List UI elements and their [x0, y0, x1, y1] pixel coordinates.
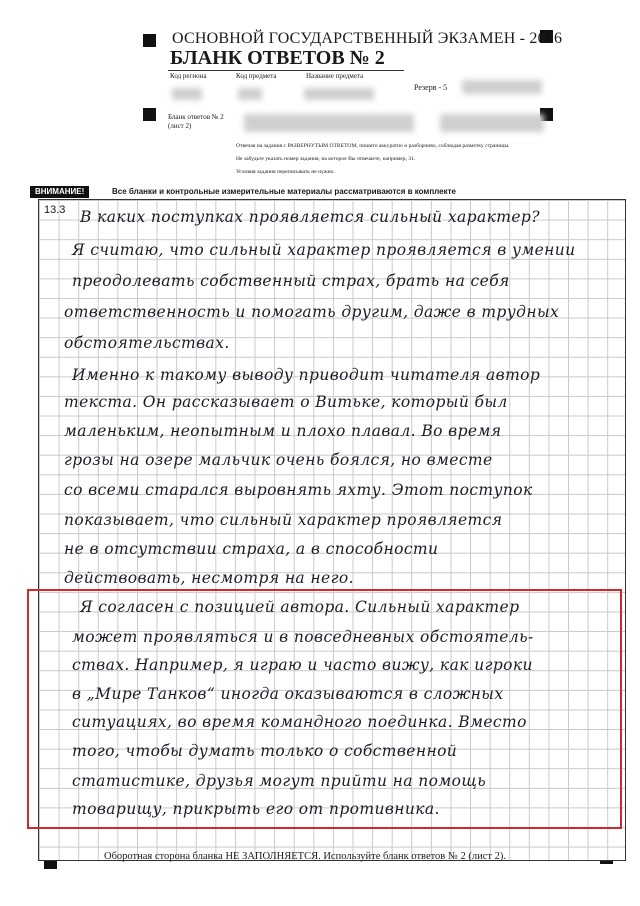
answer-line: преодолевать собственный страх, брать на себя — [72, 272, 510, 290]
task-number: 13.3 — [44, 204, 66, 216]
reserve-label: Резерв - 5 — [414, 83, 448, 92]
answer-line: того, чтобы думать только о собственной — [72, 742, 458, 760]
blurred-subject-code — [238, 88, 262, 100]
answer-line: не в отсутствии страха, а в способности — [64, 540, 439, 558]
answer-line: может проявляться и в повседневных обстоятель- — [72, 628, 534, 646]
answer-line: В каких поступках проявляется сильный характер? — [80, 208, 540, 226]
answer-line: Я согласен с позицией автора. Сильный характер — [80, 598, 520, 616]
subject-name-label: Название предмета — [306, 72, 364, 80]
warning-badge: ВНИМАНИЕ! — [30, 186, 89, 198]
answer-line: маленьким, неопытным и плохо плавал. Во время — [64, 422, 502, 440]
exam-title: ОСНОВНОЙ ГОСУДАРСТВЕННЫЙ ЭКЗАМЕН - 2026 — [172, 30, 563, 47]
warning-bar — [30, 186, 628, 198]
blurred-reserve-code — [462, 80, 542, 94]
registration-marker-top-left — [143, 34, 156, 47]
registration-marker-mid-left — [143, 108, 156, 121]
blurred-barcode-left — [244, 114, 414, 132]
instruction-line-1: Отвечая на задания с РАЗВЕРНУТЫМ ОТВЕТОМ, пишите аккуратно и разборчиво, соблюдая разметку страницы. — [236, 143, 510, 149]
answer-line: ствах. Например, я играю и часто вижу, как игроки — [72, 656, 533, 674]
instruction-line-2: Не забудьте указать номер задания, на которое Вы отвечаете, например, 31. — [236, 156, 416, 162]
highlight-box — [27, 589, 622, 829]
answer-line: со всеми старался выровнять яхту. Этот поступок — [64, 481, 533, 499]
region-code-label: Код региона — [170, 72, 207, 80]
header-divider — [168, 70, 404, 71]
answer-line: обстоятельствах. — [64, 334, 230, 352]
instruction-line-3: Условия задания переписывать не нужно. — [236, 169, 335, 175]
answer-line: грозы на озере мальчик очень боялся, но вместе — [64, 451, 493, 469]
answer-line: текста. Он рассказывает о Витьке, который был — [64, 393, 508, 411]
subject-code-label: Код предмета — [236, 72, 277, 80]
footer-note: Оборотная сторона бланка НЕ ЗАПОЛНЯЕТСЯ. Используйте бланк ответов № 2 (лист 2). — [104, 851, 507, 862]
answer-line: статистике, друзья могут прийти на помощь — [72, 772, 487, 790]
answer-line: Именно к такому выводу приводит читателя автор — [72, 366, 541, 384]
warning-text: Все бланки и контрольные измерительные материалы рассматриваются в комплекте — [112, 187, 456, 196]
sheet-label: Бланк ответов № 2 (лист 2) — [168, 113, 224, 130]
blurred-region-code — [172, 88, 202, 100]
answer-line: Я считаю, что сильный характер проявляется в умении — [72, 241, 576, 259]
answer-line: ситуациях, во время командного поединка. Вместо — [72, 713, 527, 731]
blurred-barcode-right — [440, 114, 544, 132]
answer-line: ответственность и помогать другим, даже в трудных — [64, 303, 560, 321]
answer-line: в „Мире Танков“ иногда оказываются в сложных — [72, 685, 504, 703]
answer-line: действовать, несмотря на него. — [64, 569, 354, 587]
blurred-subject-name — [304, 88, 374, 100]
answer-line: показывает, что сильный характер проявляется — [64, 511, 503, 529]
answer-line: товарищу, прикрыть его от противника. — [72, 800, 440, 818]
form-title: БЛАНК ОТВЕТОВ № 2 — [170, 47, 385, 69]
